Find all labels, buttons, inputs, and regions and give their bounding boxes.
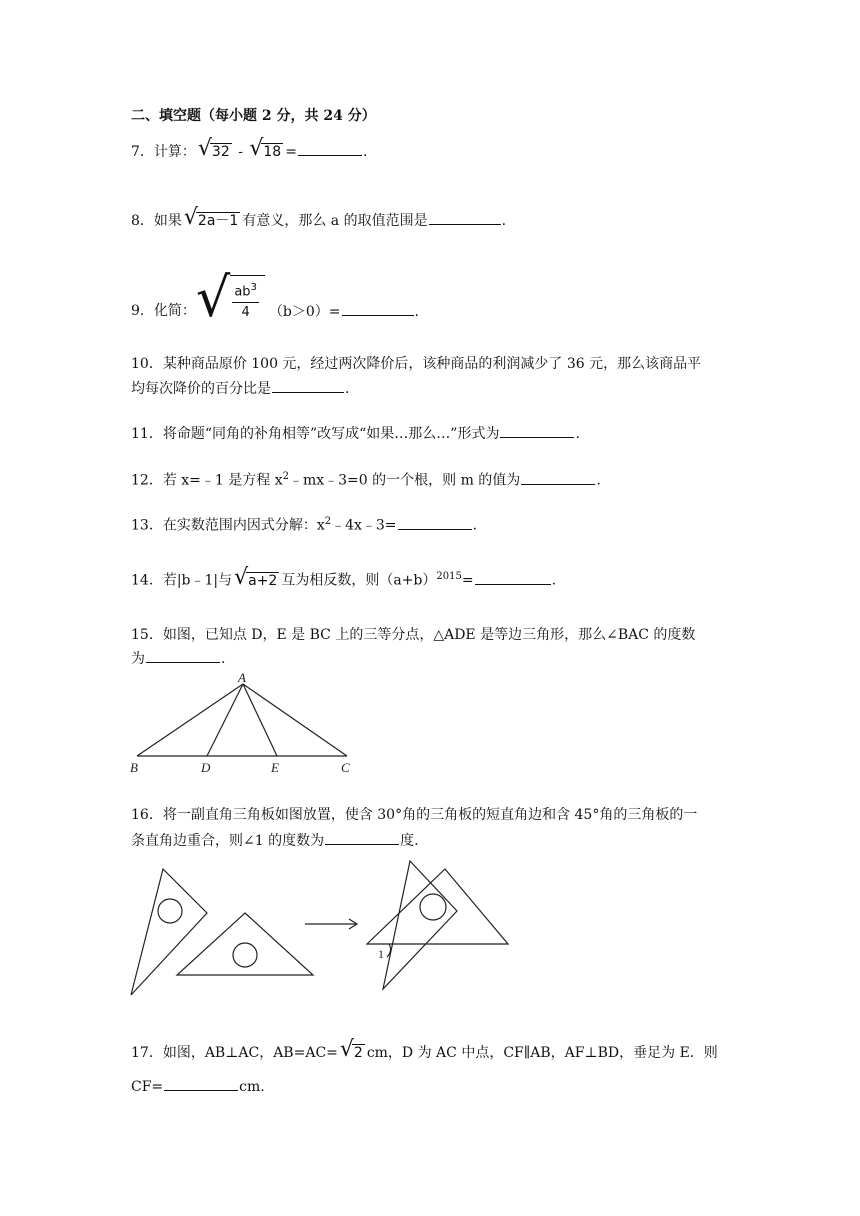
q8-prefix: 8．如果 bbox=[131, 213, 182, 229]
q15-triangle-figure bbox=[125, 672, 365, 777]
q9-end: . bbox=[414, 303, 419, 320]
q9-fraction: $\frac{ab^3}{4}$ bbox=[232, 278, 259, 323]
q8-end: . bbox=[501, 213, 507, 229]
q10-answer-blank[interactable] bbox=[272, 378, 344, 393]
q15-answer-blank[interactable] bbox=[146, 648, 220, 663]
set-square-hole-right bbox=[420, 894, 446, 920]
q13-answer-blank[interactable] bbox=[398, 515, 472, 530]
q16-set-squares-figure bbox=[125, 855, 525, 1000]
segment-ad bbox=[207, 684, 243, 756]
question-9 bbox=[131, 268, 419, 328]
question-12: 12．若 x=﹣1 是方程 $x^2﹣mx﹣3=0$ 的一个根，则 m 的值为 . bbox=[131, 471, 601, 489]
q8-suffix: 有意义，那么 a 的取值范围是 bbox=[242, 213, 428, 229]
set-square-30-hole bbox=[158, 899, 182, 923]
q9-suffix: （b＞0）= bbox=[268, 303, 341, 320]
angle-1-label: 1 bbox=[378, 947, 384, 961]
question-13: 13．在实数范围内因式分解：$x^2﹣4x﹣3=$ . bbox=[131, 516, 477, 534]
q8-sqrt: √ 2a－1 bbox=[183, 205, 239, 230]
q7-minus: - bbox=[233, 144, 248, 160]
question-17-line-1: 17．如图，AB⊥AC，AB=AC= √ 2 cm，D 为 AC 中点，CF∥AB，AF⊥BD，垂足为 E．则 bbox=[131, 1037, 718, 1062]
set-square-45-hole bbox=[233, 943, 257, 967]
q12-answer-blank[interactable] bbox=[521, 470, 595, 485]
q14-sqrt: √ a+2 bbox=[234, 564, 278, 590]
question-15-line-1: 15．如图，已知点 D，E 是 BC 上的三等分点，△ADE 是等边三角形，那么∠BAC 的度数 bbox=[131, 627, 696, 643]
segment-ac bbox=[243, 684, 347, 756]
q9-sqrt: √ $\frac{ab^3}{4}$ bbox=[196, 271, 265, 325]
q14-answer-blank[interactable] bbox=[475, 570, 551, 585]
question-10-line-1: 10．某种商品原价 100 元，经过两次降价后，该种商品的利润减少了 36 元，那么该商品平 bbox=[131, 356, 702, 372]
set-square-45-left bbox=[177, 913, 313, 975]
question-11: 11．将命题“同角的补角相等”改写成“如果…那么…”形式为 . bbox=[131, 423, 580, 444]
q17-sqrt: √ 2 bbox=[339, 1037, 363, 1062]
label-a: A bbox=[238, 672, 246, 685]
question-15-line-2: 为 . bbox=[131, 648, 225, 669]
question-16-line-1: 16．将一副直角三角板如图放置，使含 30°角的三角板的短直角边和含 45°角的三角板的一 bbox=[131, 807, 698, 823]
set-square-30-right bbox=[383, 861, 457, 989]
question-8 bbox=[131, 205, 507, 231]
set-square-45-right bbox=[367, 869, 508, 944]
question-17-line-2: CF= cm. bbox=[131, 1076, 265, 1097]
q9-answer-blank[interactable] bbox=[342, 301, 414, 316]
question-10-line-2: 均每次降价的百分比是 . bbox=[131, 378, 349, 399]
q11-answer-blank[interactable] bbox=[500, 423, 574, 438]
segment-ab bbox=[137, 684, 243, 756]
question-7 bbox=[131, 136, 368, 162]
q17-answer-blank[interactable] bbox=[164, 1076, 238, 1091]
label-e: E bbox=[271, 760, 279, 775]
q7-sqrt-2: √ 18 bbox=[249, 136, 282, 161]
q7-end: . bbox=[362, 144, 368, 160]
question-16-line-2: 条直角边重合，则∠1 的度数为 度. bbox=[131, 830, 419, 851]
q9-prefix: 9．化简： bbox=[131, 303, 196, 319]
label-b: B bbox=[130, 760, 138, 775]
label-d: D bbox=[201, 760, 211, 775]
set-square-30-left bbox=[131, 869, 207, 995]
q8-answer-blank[interactable] bbox=[429, 210, 501, 225]
q7-suffix: = bbox=[285, 144, 297, 160]
q16-answer-blank[interactable] bbox=[325, 830, 399, 845]
q7-sqrt-1: √ 32 bbox=[197, 136, 230, 161]
q7-answer-blank[interactable] bbox=[298, 141, 362, 156]
segment-ae bbox=[243, 684, 277, 756]
label-c: C bbox=[341, 760, 350, 775]
q7-prefix: 7．计算： bbox=[131, 144, 196, 160]
question-14: 14．若|b﹣1|与 √ a+2 互为相反数，则$(a+b)^{2015}=$ . bbox=[131, 564, 557, 590]
section-heading: 二、填空题（每小题 2 分，共 24 分） bbox=[131, 108, 376, 124]
